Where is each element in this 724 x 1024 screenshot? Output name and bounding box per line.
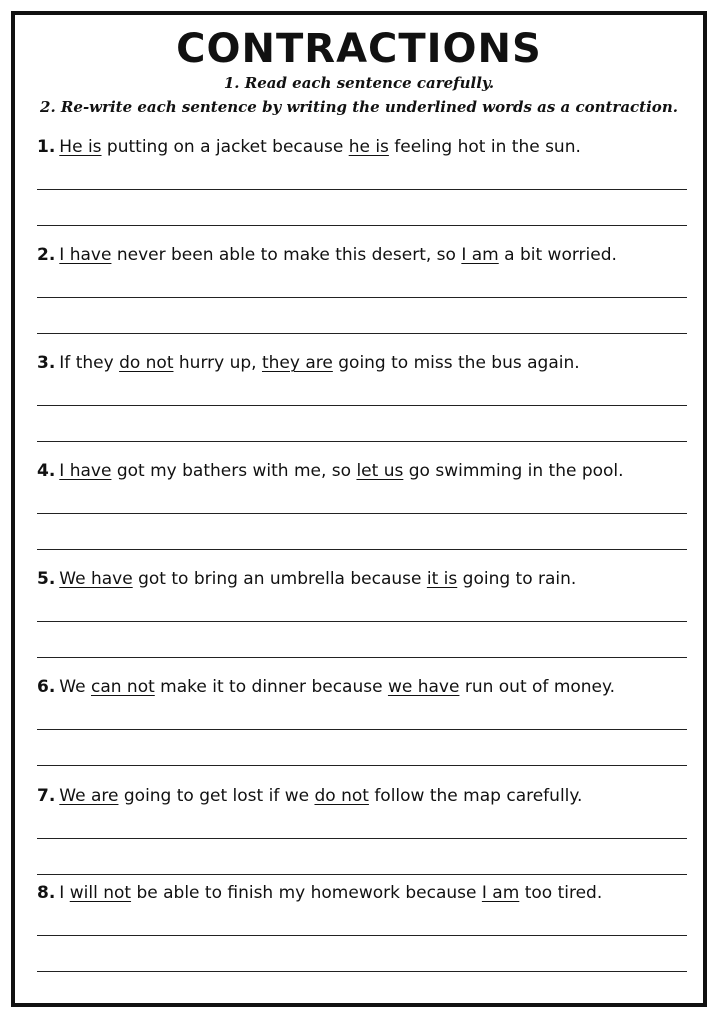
answer-line-2[interactable] bbox=[37, 225, 687, 226]
underlined-words: He is bbox=[59, 137, 102, 157]
question-sentence bbox=[37, 675, 697, 699]
underlined-words: will not bbox=[69, 883, 132, 903]
question-sentence bbox=[37, 567, 697, 591]
question-number: 7. bbox=[37, 786, 56, 806]
answer-line-1[interactable] bbox=[37, 189, 687, 190]
question-number: 3. bbox=[37, 353, 56, 373]
sentence-text: I bbox=[59, 883, 70, 903]
question-sentence bbox=[37, 881, 697, 905]
sentence-text: go swimming in the pool. bbox=[403, 461, 624, 481]
underlined-words: I am bbox=[481, 883, 520, 903]
underlined-words: let us bbox=[356, 461, 404, 481]
answer-line-2[interactable] bbox=[37, 441, 687, 442]
answer-line-1[interactable] bbox=[37, 621, 687, 622]
sentence-text: got my bathers with me, so bbox=[111, 461, 357, 481]
answer-line-1[interactable] bbox=[37, 729, 687, 730]
sentence-text: going to miss the bus again. bbox=[332, 353, 580, 373]
sentence-text: hurry up, bbox=[173, 353, 262, 373]
instruction-2: 2. Re-write each sentence by writing the underlined words as a contraction. bbox=[40, 98, 678, 116]
sentence-text: a bit worried. bbox=[498, 245, 617, 265]
underlined-words: We are bbox=[59, 786, 119, 806]
answer-line-1[interactable] bbox=[37, 513, 687, 514]
underlined-words: we have bbox=[387, 677, 460, 697]
sentence-text: putting on a jacket because bbox=[101, 137, 349, 157]
question-3 bbox=[37, 351, 697, 375]
sentence-text: If they bbox=[59, 353, 120, 373]
sentence-text: run out of money. bbox=[459, 677, 616, 697]
instruction-1: 1. Read each sentence carefully. bbox=[223, 74, 495, 92]
question-4 bbox=[37, 459, 697, 483]
sentence-text: going to get lost if we bbox=[118, 786, 315, 806]
sentence-text: follow the map carefully. bbox=[368, 786, 583, 806]
question-sentence bbox=[37, 243, 697, 267]
underlined-words: I have bbox=[59, 461, 112, 481]
question-sentence bbox=[37, 135, 697, 159]
underlined-words: I have bbox=[59, 245, 112, 265]
sentence-text: going to rain. bbox=[457, 569, 577, 589]
answer-line-1[interactable] bbox=[37, 935, 687, 936]
sentence-text: feeling hot in the sun. bbox=[388, 137, 581, 157]
question-number: 4. bbox=[37, 461, 56, 481]
worksheet-border bbox=[11, 11, 707, 1007]
sentence-text: We bbox=[59, 677, 91, 697]
question-number: 5. bbox=[37, 569, 56, 589]
sentence-text: be able to finish my homework because bbox=[131, 883, 482, 903]
sentence-text: too tired. bbox=[519, 883, 603, 903]
answer-line-2[interactable] bbox=[37, 874, 687, 875]
question-6 bbox=[37, 675, 697, 699]
question-number: 6. bbox=[37, 677, 56, 697]
answer-line-1[interactable] bbox=[37, 297, 687, 298]
question-sentence bbox=[37, 784, 697, 808]
question-8 bbox=[37, 881, 697, 905]
sentence-text: got to bring an umbrella because bbox=[132, 569, 427, 589]
answer-line-1[interactable] bbox=[37, 838, 687, 839]
question-number: 2. bbox=[37, 245, 56, 265]
answer-line-1[interactable] bbox=[37, 405, 687, 406]
underlined-words: they are bbox=[261, 353, 333, 373]
question-1 bbox=[37, 135, 697, 159]
question-number: 8. bbox=[37, 883, 56, 903]
question-2 bbox=[37, 243, 697, 267]
question-5 bbox=[37, 567, 697, 591]
question-7 bbox=[37, 784, 697, 808]
answer-line-2[interactable] bbox=[37, 657, 687, 658]
underlined-words: do not bbox=[314, 786, 369, 806]
underlined-words: he is bbox=[348, 137, 389, 157]
answer-line-2[interactable] bbox=[37, 549, 687, 550]
answer-line-2[interactable] bbox=[37, 333, 687, 334]
sentence-text: never been able to make this desert, so bbox=[111, 245, 462, 265]
underlined-words: can not bbox=[90, 677, 155, 697]
question-sentence bbox=[37, 351, 697, 375]
underlined-words: We have bbox=[59, 569, 133, 589]
underlined-words: I am bbox=[461, 245, 499, 265]
question-number: 1. bbox=[37, 137, 56, 157]
page-title: CONTRACTIONS bbox=[176, 26, 542, 72]
underlined-words: do not bbox=[119, 353, 174, 373]
sentence-text: make it to dinner because bbox=[154, 677, 388, 697]
underlined-words: it is bbox=[426, 569, 458, 589]
answer-line-2[interactable] bbox=[37, 971, 687, 972]
answer-line-2[interactable] bbox=[37, 765, 687, 766]
question-sentence bbox=[37, 459, 697, 483]
